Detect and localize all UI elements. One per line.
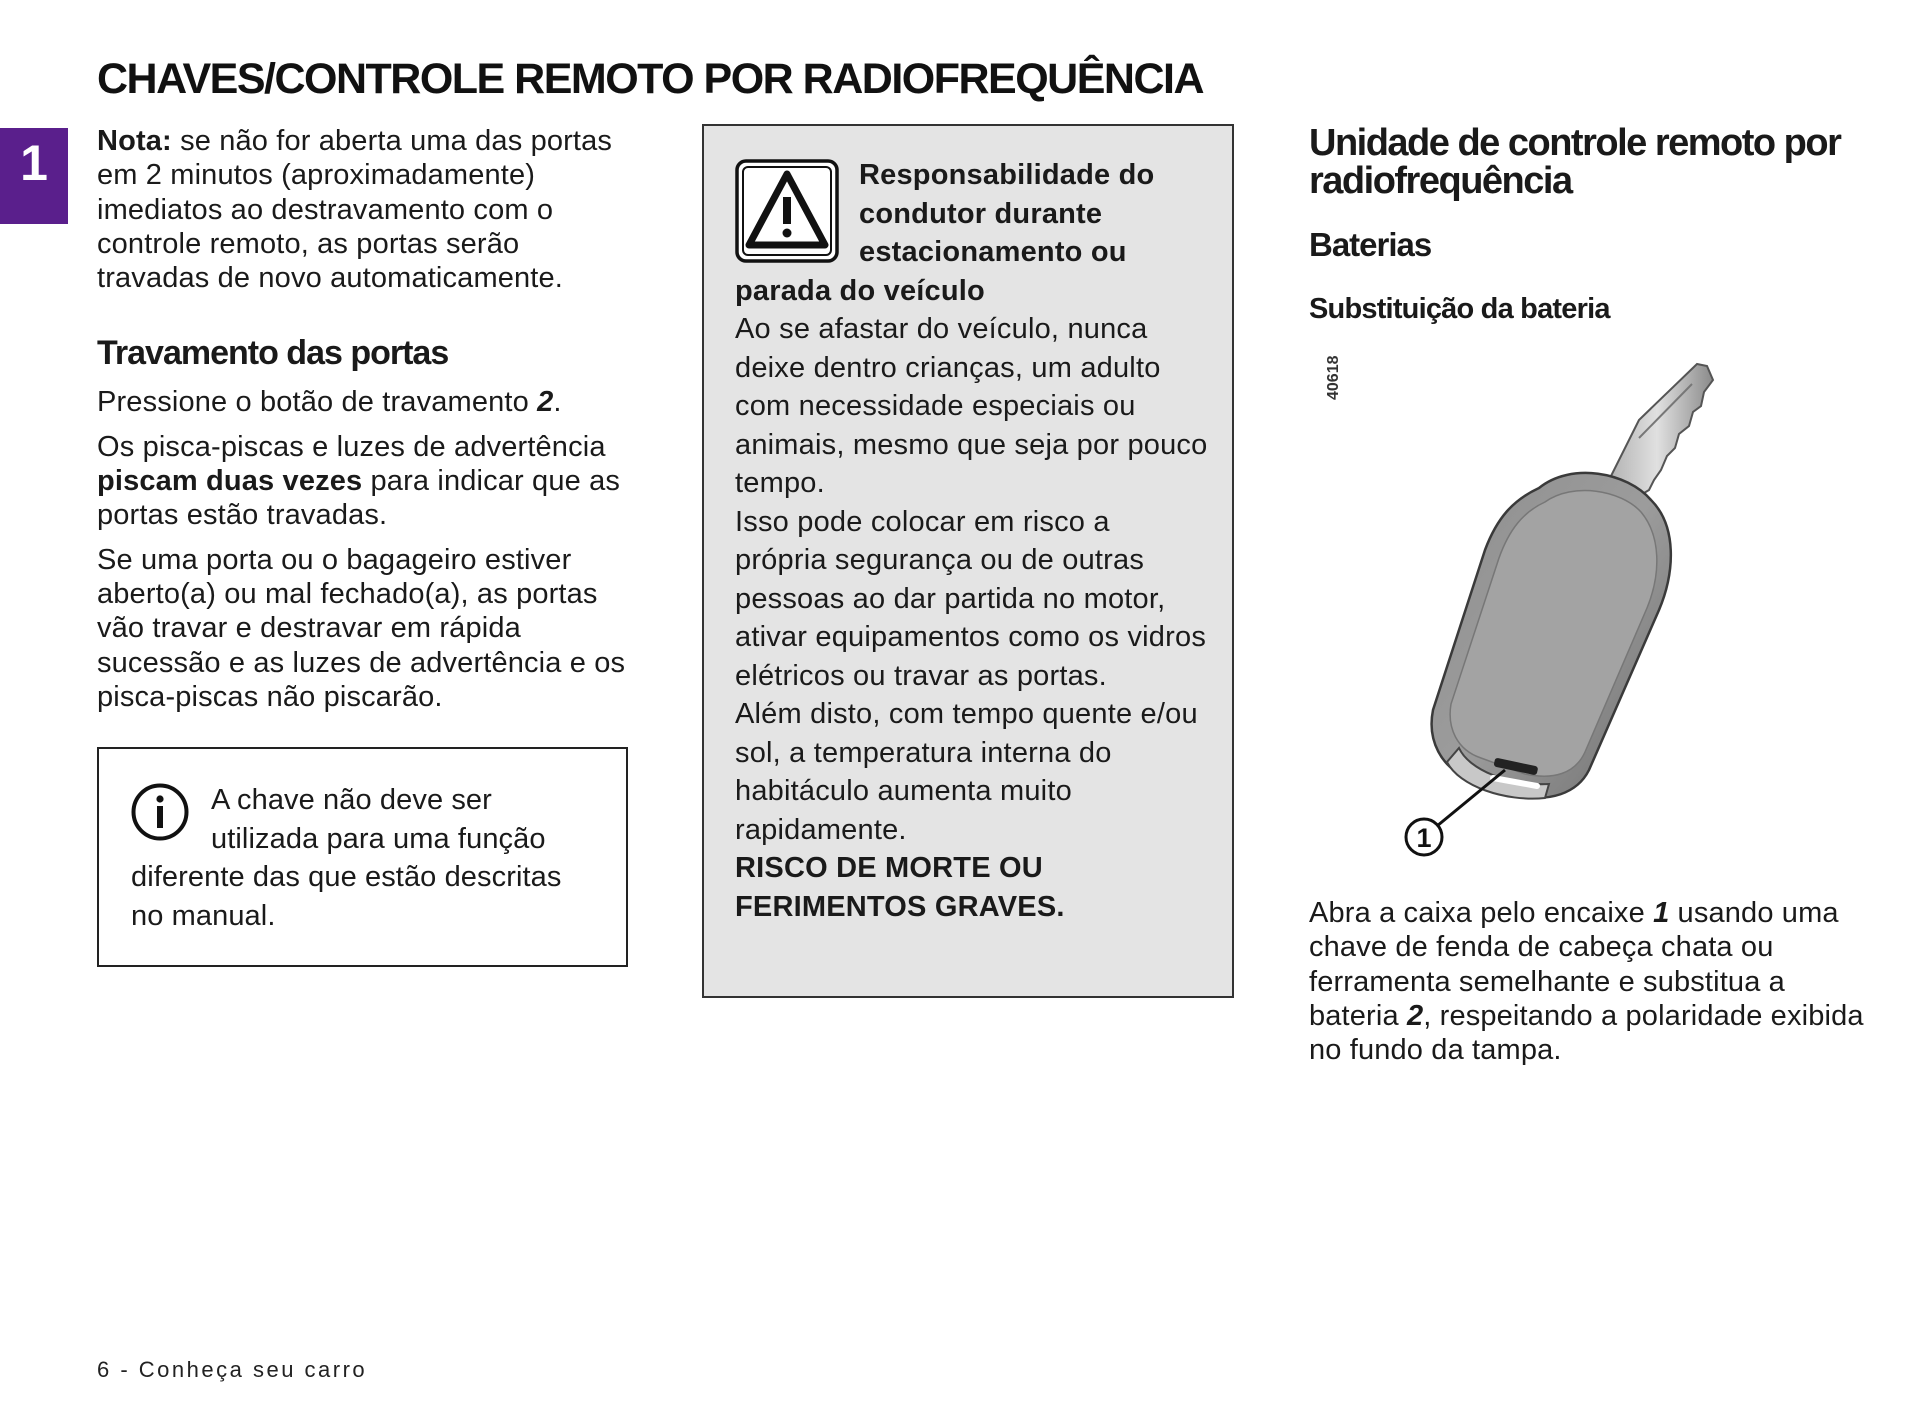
locking-heading: Travamento das portas xyxy=(97,334,449,373)
locking-p2-end: para indicar que as portas estão travadas. xyxy=(97,465,621,532)
batteries-heading: Baterias xyxy=(1309,226,1432,263)
page-title: CHAVES/CONTROLE REMOTO POR RADIOFREQUÊNCIA xyxy=(97,55,1204,103)
info-icon xyxy=(131,783,189,841)
caption-text-a: Abra a caixa pelo encaixe xyxy=(1309,897,1654,929)
warning-box xyxy=(702,124,1234,998)
locking-paragraph-2 xyxy=(97,430,637,533)
locking-p1-end: . xyxy=(553,386,562,419)
info-box xyxy=(97,747,628,967)
left-column xyxy=(97,124,637,967)
note-paragraph xyxy=(97,124,637,295)
locking-p1-text: Pressione o botão de travamento xyxy=(97,386,538,419)
note-label: Nota: xyxy=(97,125,172,157)
battery-replacement-heading: Substituição da bateria xyxy=(1309,293,1610,325)
locking-p2-text: Os pisca-piscas e luzes de advertência xyxy=(97,430,606,463)
locking-paragraph-3: Se uma porta ou o bagageiro estiver aberto(a) ou mal fechado(a), as portas vão travar e destravar em rápida sucessão e as luzes de advertência e os pisca-piscas não piscarão. xyxy=(97,543,626,713)
locking-paragraph-1 xyxy=(97,385,637,419)
ref-number-2: 2 xyxy=(1406,999,1424,1032)
remote-key-illustration xyxy=(1309,340,1869,888)
warning-triangle-icon xyxy=(735,159,839,263)
ref-number-1: 1 xyxy=(1653,897,1670,929)
warning-paragraph-2: Isso pode colocar em risco a própria segurança ou de outras pessoas ao dar partida no motor, ativar equipamentos como os vidros elétricos ou travar as portas. xyxy=(735,505,1207,692)
warning-title: Responsabilidade do condutor durante estacionamento ou parada do veículo xyxy=(735,159,1155,307)
warning-risk: RISCO DE MORTE OU FERIMENTOS GRAVES. xyxy=(735,852,1065,923)
figure-callout-1: 1 xyxy=(1416,823,1432,853)
locking-p2-bold: piscam duas vezes xyxy=(97,465,363,498)
figure-code: 40618 xyxy=(1325,355,1342,400)
info-text: A chave não deve ser utilizada para uma função diferente das que estão descritas no manual. xyxy=(131,784,562,932)
right-column xyxy=(1309,124,1869,1067)
warning-paragraph-3: Além disto, com tempo quente e/ou sol, a temperatura interna do habitáculo aumenta muito rapidamente. xyxy=(735,698,1198,846)
warning-paragraph-1: Ao se afastar do veículo, nunca deixe dentro crianças, um adulto com necessidade especiais ou animais, mesmo que seja por pouco tempo. xyxy=(735,313,1208,499)
key-figure xyxy=(1309,340,1869,888)
note-text: se não for aberta uma das portas em 2 minutos (aproximadamente) imediatos ao destravamento com o controle remoto, as portas serão travadas de novo automaticamente. xyxy=(97,125,613,295)
ref-number-2: 2 xyxy=(537,386,554,419)
page-footer: 6 - Conheça seu carro xyxy=(97,1357,368,1382)
caption-text-b: usando uma chave de fenda de cabeça chata ou ferramenta semelhante e substitua a bateria xyxy=(1309,897,1839,1032)
remote-unit-heading: Unidade de controle remoto por radiofrequência xyxy=(1309,122,1841,202)
battery-caption xyxy=(1309,896,1869,1067)
chapter-tab: 1 xyxy=(0,128,68,224)
caption-text-c: , respeitando a polaridade exibida no fundo da tampa. xyxy=(1309,999,1864,1067)
